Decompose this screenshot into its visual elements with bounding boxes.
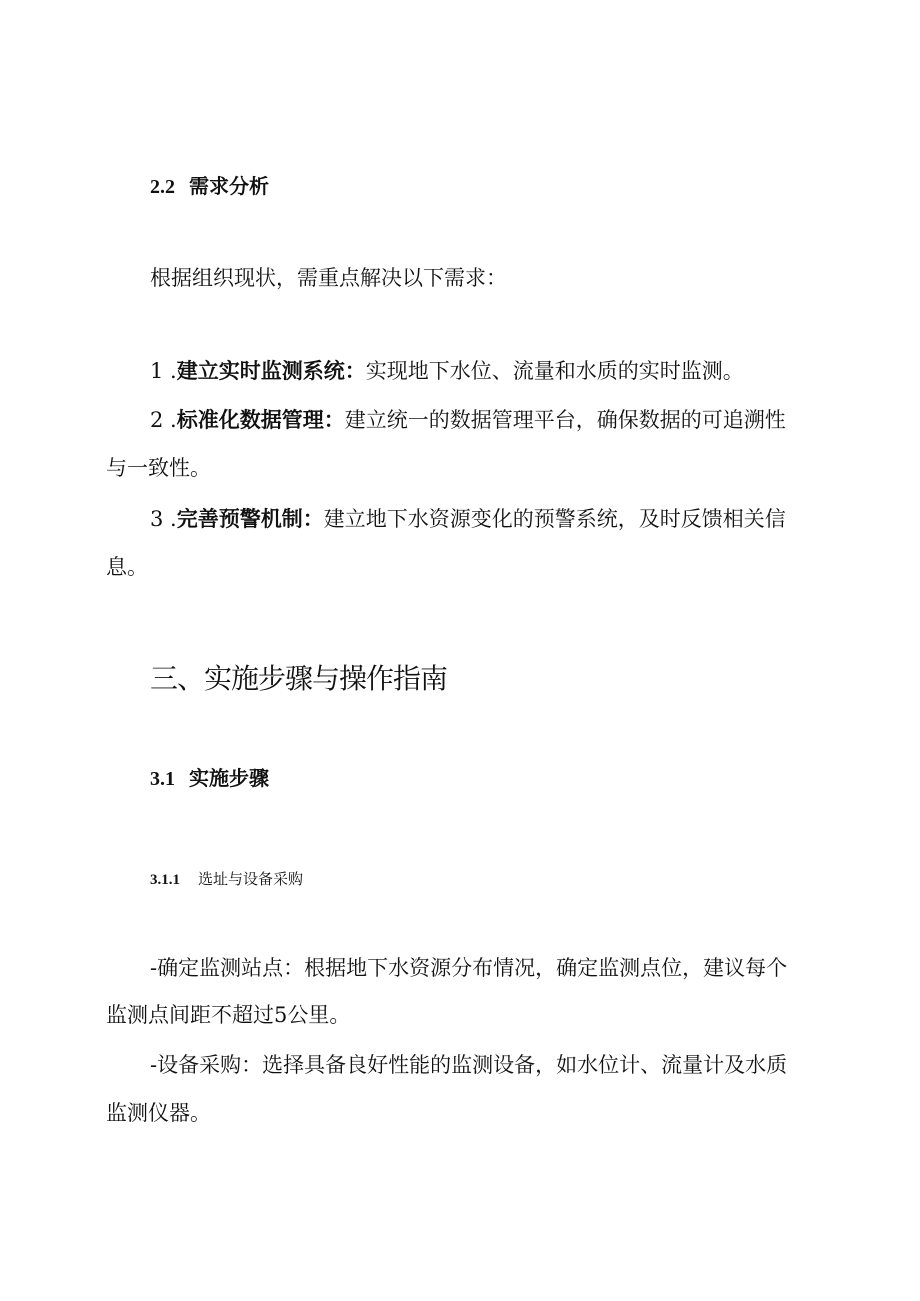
section-number: 2.2 (150, 176, 175, 198)
requirement-item-3-continuation: 息。 (106, 555, 148, 579)
subsection-title: 选址与设备采购 (198, 870, 304, 888)
step-item-2: -设备采购：选择具备良好性能的监测设备，如水位计、流量计及水质 (150, 1053, 788, 1077)
section-heading-3-1 (150, 762, 269, 791)
requirement-text: 建立统一的数据管理平台，确保数据的可追溯性 (344, 408, 786, 432)
requirement-item-1 (150, 349, 744, 393)
section-title: 实施步骤 (189, 766, 269, 790)
intro-paragraph: 根据组织现状，需重点解决以下需求： (150, 266, 507, 290)
step-item-1: -确定监测站点：根据地下水资源分布情况，确定监测点位，建议每个 (150, 956, 788, 980)
section-number: 3.1 (150, 768, 175, 790)
subsection-heading-3-1-1 (150, 868, 303, 889)
step-item-1-continuation: 监测点间距不超过5公里。 (106, 1003, 351, 1027)
step-item-2-continuation: 监测仪器。 (106, 1101, 211, 1125)
section-heading-2-2 (150, 170, 269, 199)
section-title: 需求分析 (189, 174, 269, 198)
requirement-index: 2 . (150, 408, 177, 432)
requirement-item-3 (150, 497, 786, 541)
requirement-index: 1 . (150, 359, 177, 383)
requirement-label: 标准化数据管理： (176, 408, 345, 432)
subsection-number: 3.1.1 (150, 872, 180, 888)
chapter-heading-3: 三、实施步骤与操作指南 (150, 662, 448, 695)
requirement-text: 实现地下水位、流量和水质的实时监测。 (365, 359, 744, 383)
requirement-label: 完善预警机制： (176, 507, 324, 531)
requirement-item-2-continuation: 与一致性。 (106, 456, 211, 480)
requirement-index: 3 . (150, 507, 177, 531)
requirement-text: 建立地下水资源变化的预警系统，及时反馈相关信 (323, 507, 786, 531)
requirement-item-2 (150, 398, 786, 442)
requirement-label: 建立实时监测系统： (176, 359, 366, 383)
